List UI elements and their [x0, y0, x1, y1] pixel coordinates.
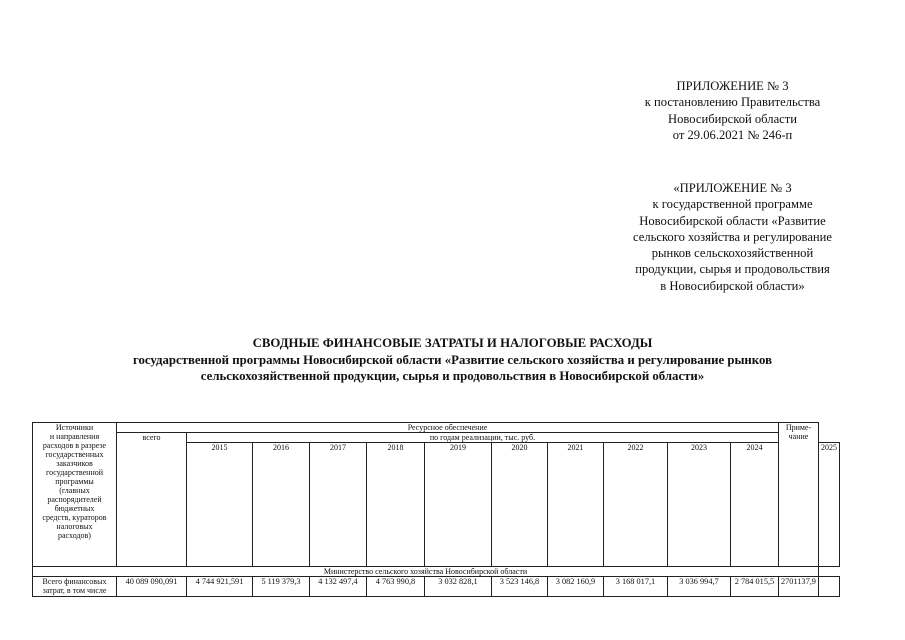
program-appendix-line: Новосибирской области «Развитие — [639, 213, 826, 228]
total-row-label-line: Всего финансовых — [42, 577, 107, 586]
note-header-line: чание — [788, 432, 809, 441]
source-header-line: государственных — [45, 450, 104, 459]
source-header-line: средств, кураторов — [42, 513, 107, 522]
source-header-line: налоговых — [56, 522, 93, 531]
year-header: 2019 — [425, 443, 492, 567]
appendix-line: от 29.06.2021 № 246-п — [672, 127, 793, 142]
ministry-row: Министерство сельского хозяйства Новосибирской области — [33, 567, 819, 577]
source-header-line: государственной — [45, 468, 103, 477]
source-header-line: и направления — [49, 432, 100, 441]
year-header: 2024 — [731, 443, 779, 567]
program-appendix-line: рынков сельскохозяйственной — [651, 246, 814, 261]
total-row-value: 2 784 015,5 — [731, 577, 779, 597]
program-appendix-line: «ПРИЛОЖЕНИЕ № 3 — [673, 181, 792, 195]
document-title-line: сельскохозяйственной продукции, сырья и продовольствия в Новосибирской области» — [200, 369, 705, 384]
source-header-line: распорядителей — [47, 495, 102, 504]
total-row-value: 3 168 017,1 — [604, 577, 668, 597]
year-header: 2021 — [548, 443, 604, 567]
appendix-line: Новосибирской области — [668, 111, 797, 126]
program-appendix-line: в Новосибирской области» — [660, 278, 805, 293]
appendix-line: к постановлению Правительства — [644, 95, 821, 110]
total-row-label-line: затрат, в том числе — [42, 586, 107, 595]
document-title-line: СВОДНЫЕ ФИНАНСОВЫЕ ЗАТРАТЫ И НАЛОГОВЫЕ РАСХОДЫ — [252, 336, 653, 350]
resource-header: Ресурсное обеспечение — [117, 423, 779, 433]
year-header: 2022 — [604, 443, 668, 567]
source-header-line: расходов в разрезе — [42, 441, 107, 450]
year-header: 2017 — [310, 443, 367, 567]
year-header: 2018 — [367, 443, 425, 567]
total-row-value: 3 523 146,8 — [492, 577, 548, 597]
document-title-line: государственной программы Новосибирской области «Развитие сельского хозяйства и регулирование рынков — [133, 352, 772, 367]
source-header-line: бюджетных — [54, 504, 95, 513]
year-header: 2025 — [818, 443, 839, 567]
total-row-value: 2701137,9 — [779, 577, 819, 597]
total-row-value: 4 132 497,4 — [310, 577, 367, 597]
document-title — [20, 335, 885, 385]
source-header-cell — [33, 423, 117, 567]
note-header-line: Приме- — [785, 423, 812, 432]
total-row-value: 3 082 160,9 — [548, 577, 604, 597]
total-row-total: 40 089 090,091 — [117, 577, 187, 597]
total-row-value: 3 032 828,1 — [425, 577, 492, 597]
financial-costs-table — [32, 422, 840, 597]
appendix-reference — [600, 78, 865, 143]
by-years-header: по годам реализации, тыс. руб. — [187, 433, 779, 443]
source-header-line: (главных — [59, 486, 90, 495]
program-appendix-line: к государственной программе — [652, 197, 813, 212]
year-header: 2015 — [187, 443, 253, 567]
year-header: 2016 — [253, 443, 310, 567]
source-header-line: расходов) — [58, 531, 91, 540]
program-appendix-reference — [600, 180, 865, 294]
program-appendix-line: продукции, сырья и продовольствия — [635, 262, 830, 277]
total-row-value: 4 763 990,8 — [367, 577, 425, 597]
total-header: всего — [117, 433, 187, 567]
source-header-line: Источники — [55, 423, 94, 432]
year-header: 2023 — [668, 443, 731, 567]
program-appendix-line: сельского хозяйства и регулирование — [633, 229, 832, 244]
total-row-note — [818, 577, 839, 597]
note-header-cell — [779, 423, 819, 567]
source-header-line: программы — [55, 477, 94, 486]
total-row-value: 4 744 921,591 — [187, 577, 253, 597]
total-row-label — [33, 577, 117, 597]
year-header: 2020 — [492, 443, 548, 567]
source-header-line: заказчиков — [56, 459, 93, 468]
appendix-line: ПРИЛОЖЕНИЕ № 3 — [676, 79, 789, 93]
total-row-value: 3 036 994,7 — [668, 577, 731, 597]
total-row-value: 5 119 379,3 — [253, 577, 310, 597]
